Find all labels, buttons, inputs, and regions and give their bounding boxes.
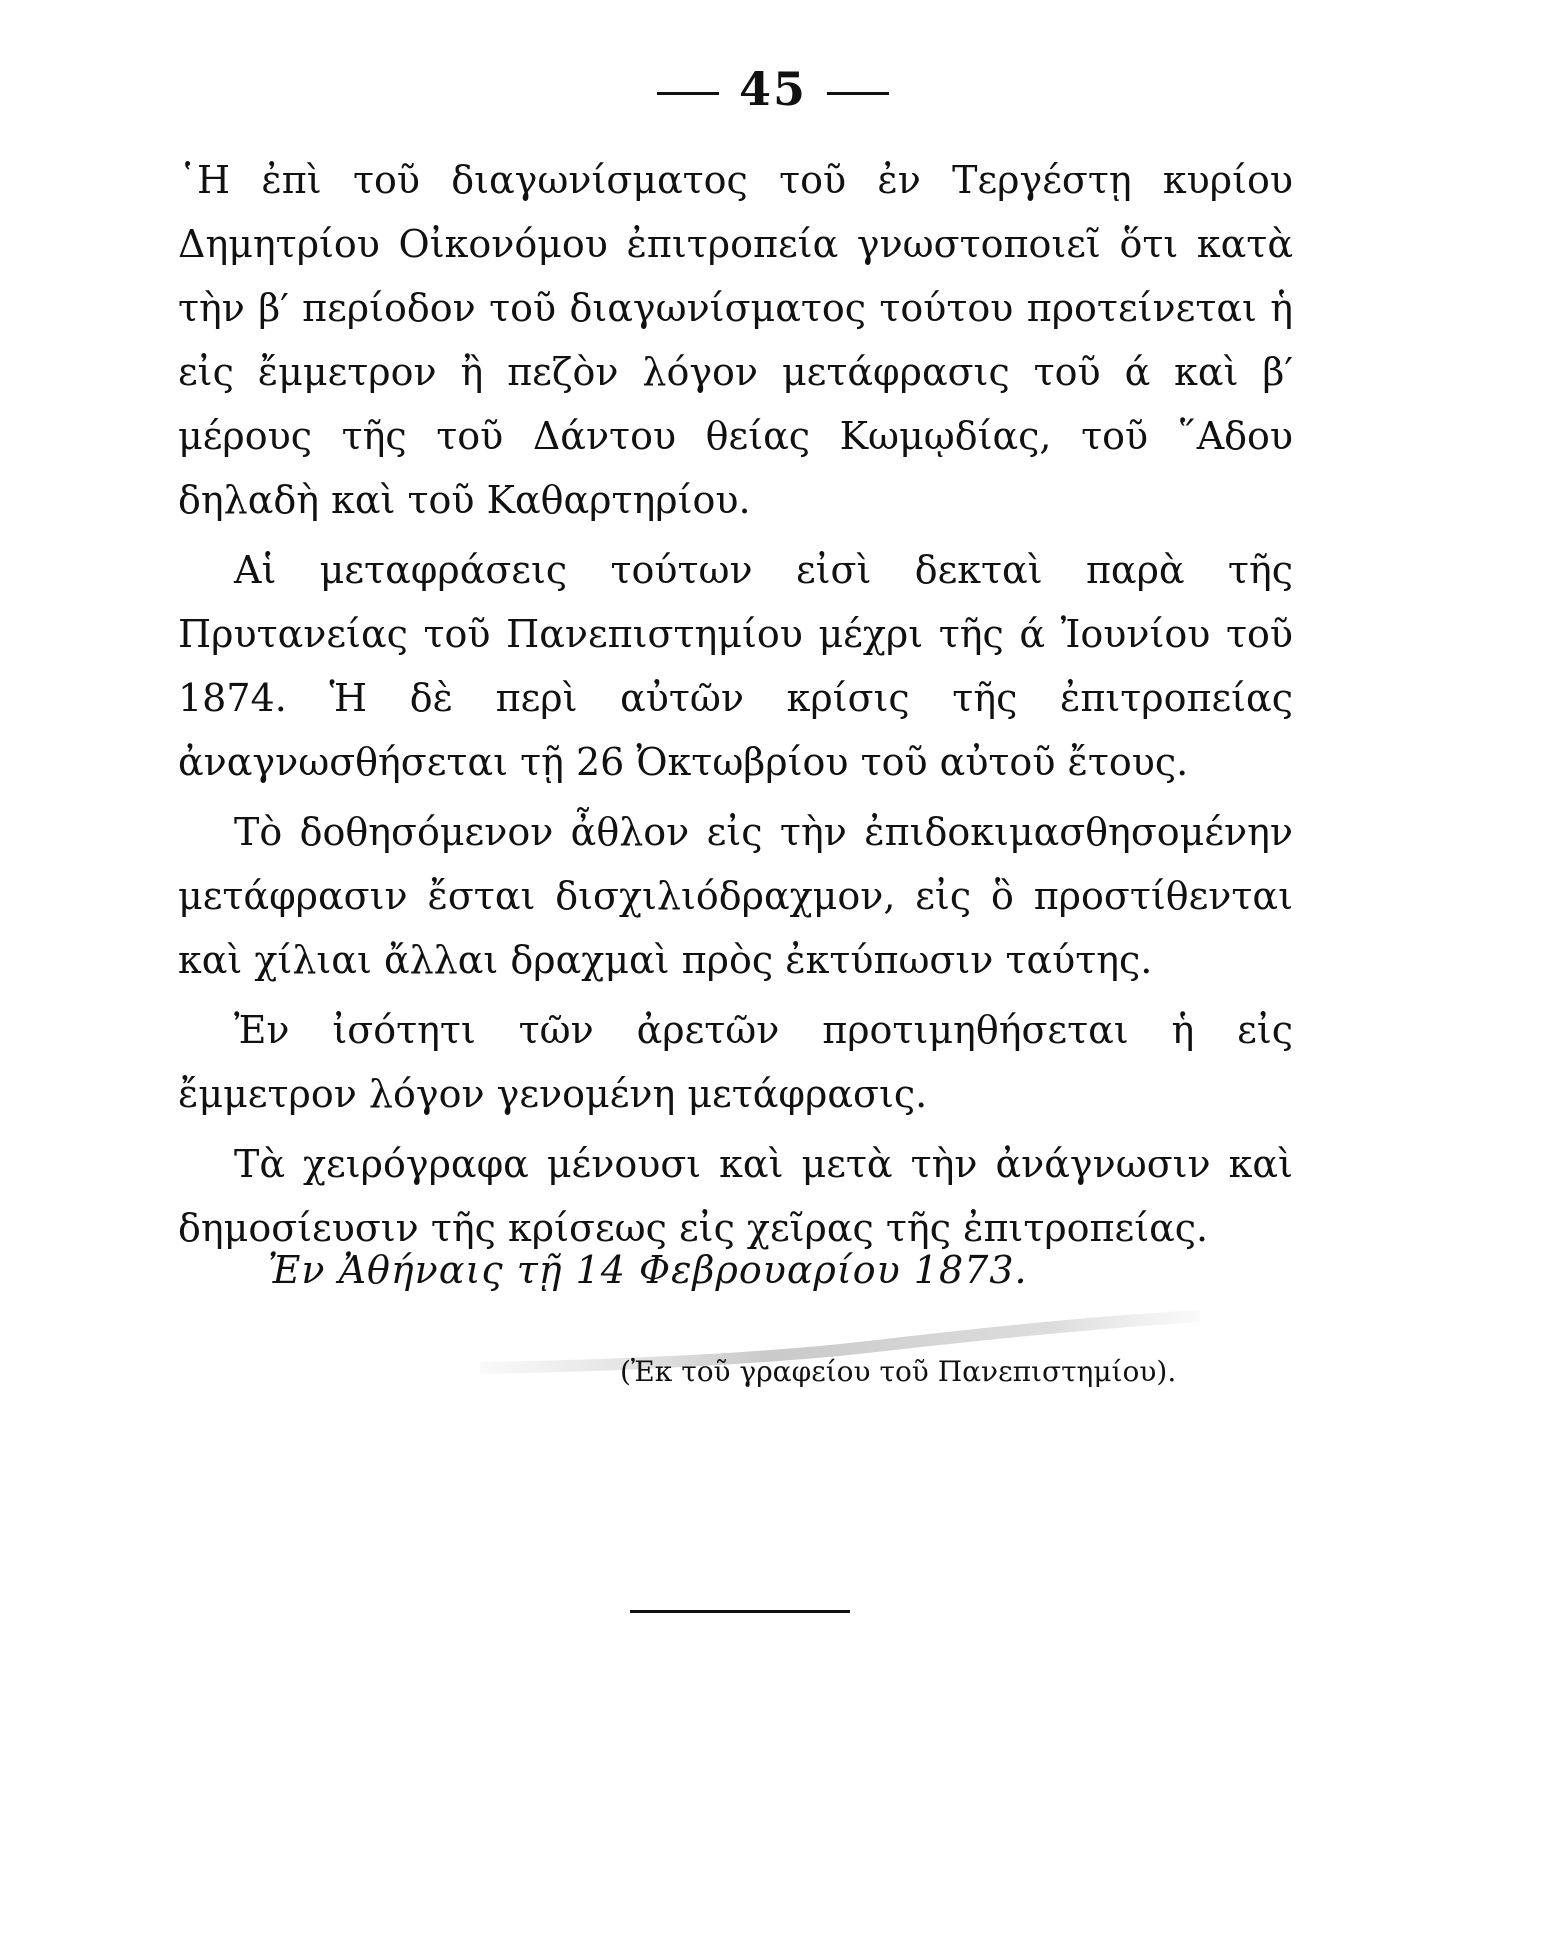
page-number: 45 [738,62,807,116]
page-number-header [0,62,1546,116]
paragraph-1: ῾Η ἐπὶ τοῦ διαγωνίσματος τοῦ ἐν Τεργέστῃ κυρίου Δημητρίου Οἰκονόμου ἐπιτροπεία γνωστοποιεῖ ὅτι κατὰ τὴν β′ περίοδον τοῦ διαγωνίσματος τούτου προτείνεται ἡ εἰς ἔμμετρον ἢ πεζὸν λόγον μετάφρασις τοῦ ά καὶ β′ μέρους τῆς τοῦ Δάντου θείας Κωμῳδίας, τοῦ ῞Αδου δηλαδὴ καὶ τοῦ Καθαρτηρίου. [178,158,1293,522]
paragraph-2: Αἱ μεταφράσεις τούτων εἰσὶ δεκταὶ παρὰ τῆς Πρυτανείας τοῦ Πανεπιστημίου μέχρι τῆς ά Ἰουνίου τοῦ 1874. Ἡ δὲ περὶ αὐτῶν κρίσις τῆς ἐπιτροπείας ἀναγνωσθήσεται τῇ 26 Ὀκτωβρίου τοῦ αὐτοῦ ἔτους. [178,548,1293,784]
left-dash [657,92,719,95]
paragraph-3: Τὸ δοθησόμενον ἆθλον εἰς τὴν ἐπιδοκιμασθησομένην μετάφρασιν ἔσται δισχιλιόδραχμον, εἰς ὃ προστίθενται καὶ χίλιαι ἄλλαι δραχμαὶ πρὸς ἐκτύπωσιν ταύτης. [178,810,1293,982]
closing-rule [630,1610,850,1613]
paragraph-5: Τὰ χειρόγραφα μένουσι καὶ μετὰ τὴν ἀνάγνωσιν καὶ δημοσίευσιν τῆς κρίσεως εἰς χεῖρας τῆς ἐπιτροπείας. [178,1142,1293,1250]
body-text [178,148,1293,1266]
paragraph-4: Ἐν ἰσότητι τῶν ἀρετῶν προτιμηθήσεται ἡ εἰς ἔμμετρον λόγον γενομένη μετάφρασις. [178,1008,1293,1116]
dateline: Ἐν Ἀθήναις τῇ 14 Φεβρουαρίου 1873. [268,1248,1028,1292]
signature: (Ἐκ τοῦ γραφείου τοῦ Πανεπιστημίου). [620,1355,1177,1388]
right-dash [827,92,889,95]
